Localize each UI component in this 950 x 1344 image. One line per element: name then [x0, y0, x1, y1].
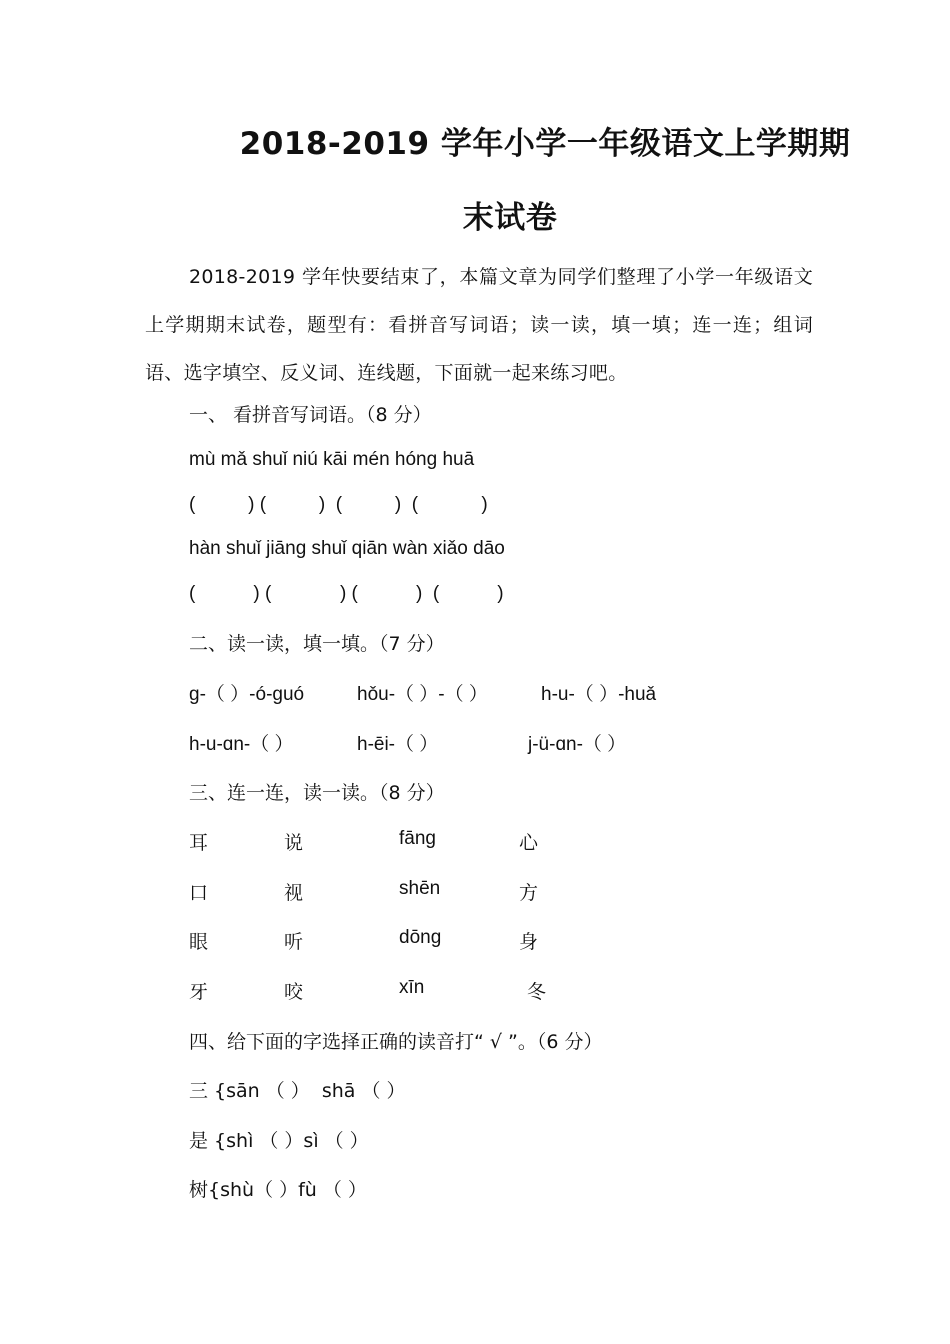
match-organ: 牙	[189, 982, 209, 1003]
match-pinyin: shēn	[399, 878, 441, 899]
section-4-item: 是 {shì （ ）sì （ ）	[189, 1130, 369, 1152]
section-4-item: 树{shù（ ）fù （ ）	[189, 1179, 367, 1201]
section-2-item: j-ü-ɑn-（ ）	[528, 734, 627, 755]
section-1-heading: 一、 看拼音写词语。（8 分）	[189, 404, 432, 426]
match-character: 身	[519, 932, 539, 953]
match-pinyin: fāng	[399, 828, 436, 849]
section-3-heading: 三、连一连，读一读。（8 分）	[189, 782, 445, 804]
intro-paragraph: 2018-2019 学年快要结束了，本篇文章为同学们整理了小学一年级语文上学期期末试卷，题型有：看拼音写词语；读一读，填一填；连一连；组词语、选字填空、反义词、连线题，下面就一起来练习吧。	[145, 266, 813, 384]
match-action: 咬	[284, 982, 304, 1003]
match-action: 说	[284, 833, 304, 854]
match-character: 心	[519, 833, 539, 854]
match-character: 方	[519, 883, 539, 904]
match-pinyin: dōng	[399, 927, 442, 948]
section-2-heading: 二、读一读，填一填。（7 分）	[189, 633, 445, 655]
section-2-item: h-u-ɑn-（ ）	[189, 734, 294, 755]
match-action: 视	[284, 883, 304, 904]
match-action: 听	[284, 932, 304, 953]
match-character: 冬	[527, 982, 547, 1003]
match-organ: 耳	[189, 833, 209, 854]
section-4-heading: 四、给下面的字选择正确的读音打“ √ ”。（6 分）	[189, 1031, 603, 1053]
document-title-line-2: 末试卷	[462, 200, 558, 236]
section-2-item: hǒu-（ ）-（ ）	[357, 684, 488, 705]
section-1-blank-row-1: ( ) ( ) ( ) ( )	[189, 494, 488, 515]
match-organ: 口	[189, 883, 209, 904]
section-1-pinyin-row-1: mù mǎ shuǐ niú kāi mén hóng huā	[189, 449, 475, 470]
document-title-line-1: 2018-2019 学年小学一年级语文上学期期	[239, 126, 851, 162]
section-2-item: h-u-（ ）-huǎ	[541, 684, 657, 705]
section-1-blank-row-2: ( ) ( ) ( ) ( )	[189, 583, 504, 604]
section-2-item: h-ēi-（ ）	[357, 734, 439, 755]
section-2-item: g-（ ）-ó-guó	[189, 684, 305, 705]
match-organ: 眼	[189, 932, 209, 953]
section-1-pinyin-row-2: hàn shuǐ jiāng shuǐ qiān wàn xiǎo dāo	[189, 538, 505, 559]
match-pinyin: xīn	[399, 977, 425, 998]
section-4-item: 三 {sān （ ） shā （ ）	[189, 1080, 406, 1102]
